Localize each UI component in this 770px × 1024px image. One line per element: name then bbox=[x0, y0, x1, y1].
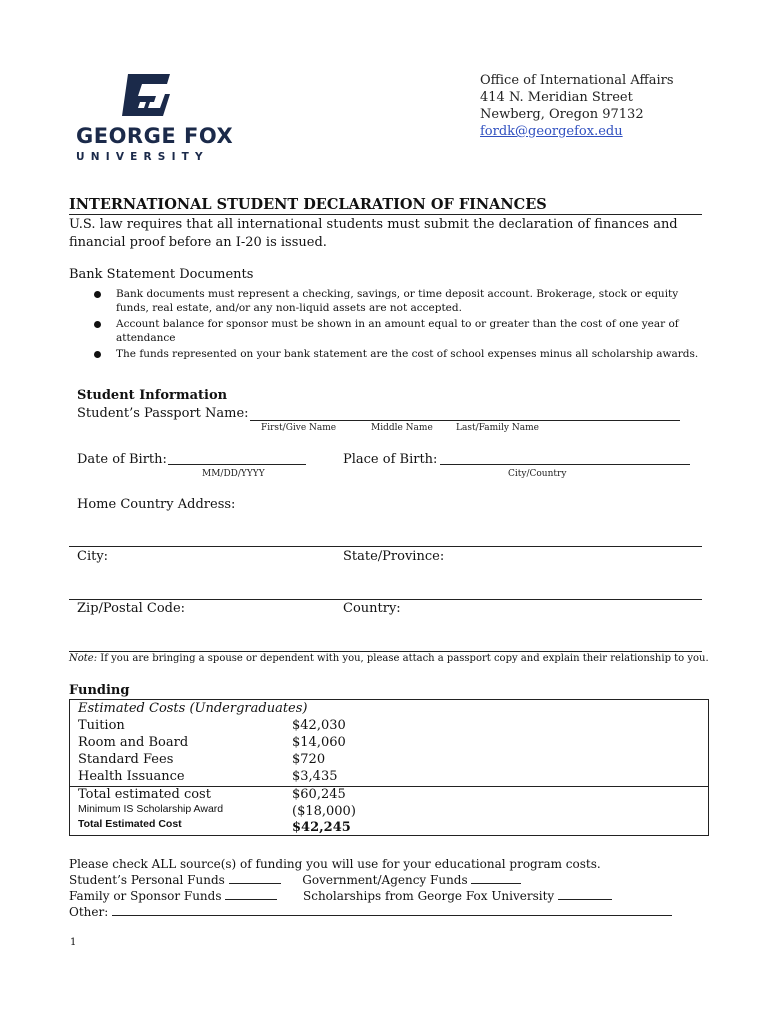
middle-name-hint: Middle Name bbox=[371, 423, 433, 433]
other-label: Other: bbox=[69, 905, 109, 919]
spouse-note: Note: If you are bringing a spouse or dependent with you, please attach a passport copy and explain their relationship to you. bbox=[69, 653, 709, 664]
bullet-icon bbox=[94, 291, 101, 298]
government-funds-field[interactable] bbox=[471, 872, 521, 884]
sources-intro: Please check ALL source(s) of funding you will use for your educational program costs. bbox=[69, 857, 601, 871]
dob-field[interactable] bbox=[168, 464, 306, 465]
dob-label: Date of Birth: bbox=[77, 452, 167, 467]
table-row-label: Room and Board bbox=[78, 735, 189, 750]
city-label: City: bbox=[77, 549, 109, 564]
office-line-2: 414 N. Meridian Street bbox=[480, 90, 633, 105]
list-item: The funds represented on your bank statement are the cost of school expenses minus all scholarship awards. bbox=[94, 347, 704, 361]
page-title: INTERNATIONAL STUDENT DECLARATION OF FINANCES bbox=[69, 196, 702, 215]
scholarship-value: ($18,000) bbox=[292, 804, 356, 819]
bullet-icon bbox=[94, 321, 101, 328]
final-cost-label: Total Estimated Cost bbox=[78, 818, 182, 830]
table-row-label: Health Issuance bbox=[78, 769, 185, 784]
table-row-value: $14,060 bbox=[292, 735, 346, 750]
table-row-value: $42,030 bbox=[292, 718, 346, 733]
family-funds-label: Family or Sponsor Funds bbox=[69, 889, 222, 903]
passport-name-field[interactable] bbox=[250, 420, 680, 421]
home-address-label: Home Country Address: bbox=[77, 497, 236, 512]
personal-funds-field[interactable] bbox=[229, 872, 281, 884]
estimated-costs-heading: Estimated Costs (Undergraduates) bbox=[78, 701, 308, 716]
country-label: Country: bbox=[343, 601, 401, 616]
state-label: State/Province: bbox=[343, 549, 445, 564]
city-state-field[interactable] bbox=[69, 599, 702, 600]
government-funds-label: Government/Agency Funds bbox=[302, 873, 468, 887]
last-name-hint: Last/Family Name bbox=[456, 423, 539, 433]
bank-heading: Bank Statement Documents bbox=[69, 267, 254, 282]
dob-hint: MM/DD/YYYY bbox=[202, 469, 265, 479]
office-line-3: Newberg, Oregon 97132 bbox=[480, 107, 644, 122]
george-fox-logo-icon bbox=[120, 72, 172, 118]
office-email-link[interactable]: fordk@georgefox.edu bbox=[480, 124, 623, 139]
bank-bullet-list bbox=[94, 287, 704, 363]
list-item: Account balance for sponsor must be shown in an amount equal to or greater than the cost of one year of attendance bbox=[94, 317, 704, 345]
office-address bbox=[480, 72, 674, 140]
pob-label: Place of Birth: bbox=[343, 452, 438, 467]
funding-sources bbox=[69, 856, 709, 920]
family-funds-field[interactable] bbox=[225, 888, 277, 900]
other-field[interactable] bbox=[112, 904, 672, 916]
zip-country-field[interactable] bbox=[69, 651, 702, 652]
logo-subtitle: UNIVERSITY bbox=[76, 151, 209, 163]
table-row-value: $720 bbox=[292, 752, 326, 767]
funding-heading: Funding bbox=[69, 683, 130, 698]
table-row-value: $3,435 bbox=[292, 769, 338, 784]
intro-text: U.S. law requires that all international students must submit the declaration of finances and financial proof before an I-20 is issued. bbox=[69, 217, 678, 250]
scholarships-field[interactable] bbox=[558, 888, 612, 900]
table-row-label: Standard Fees bbox=[78, 752, 174, 767]
bullet-icon bbox=[94, 351, 101, 358]
scholarship-label: Minimum IS Scholarship Award bbox=[78, 803, 224, 815]
pob-hint: City/Country bbox=[508, 469, 567, 479]
final-cost-value: $42,245 bbox=[292, 820, 351, 835]
list-item: Bank documents must represent a checking, savings, or time deposit account. Brokerage, stock or equity funds, real estate, and/or any non-liquid assets are not accepted. bbox=[94, 287, 704, 315]
personal-funds-label: Student’s Personal Funds bbox=[69, 873, 225, 887]
page-number: 1 bbox=[70, 937, 77, 948]
student-info-heading: Student Information bbox=[77, 388, 228, 403]
first-name-hint: First/Give Name bbox=[261, 423, 337, 433]
home-address-field[interactable] bbox=[69, 546, 702, 547]
table-row-label: Tuition bbox=[78, 718, 125, 733]
funding-table bbox=[69, 699, 709, 836]
zip-label: Zip/Postal Code: bbox=[77, 601, 186, 616]
total-estimated-value: $60,245 bbox=[292, 787, 346, 802]
passport-name-label: Student’s Passport Name: bbox=[77, 406, 249, 421]
total-estimated-label: Total estimated cost bbox=[78, 787, 211, 802]
scholarships-label: Scholarships from George Fox University bbox=[303, 889, 555, 903]
office-line-1: Office of International Affairs bbox=[480, 73, 674, 88]
pob-field[interactable] bbox=[440, 464, 690, 465]
logo-name: GEORGE FOX bbox=[76, 124, 234, 148]
